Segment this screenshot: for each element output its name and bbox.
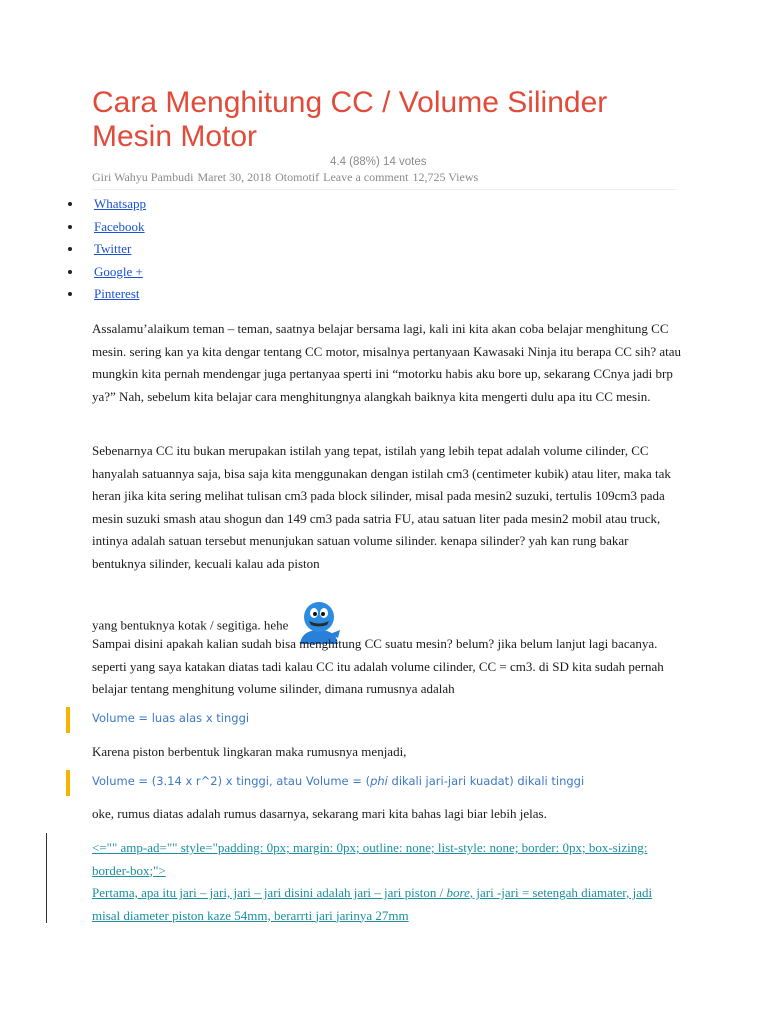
bullet-icon <box>68 270 72 274</box>
formula-part-a: Volume = (3.14 x r^2) x tinggi, atau Volume = ( <box>92 774 371 788</box>
shape-text: yang bentuknya kotak / segitiga. hehe <box>92 617 289 633</box>
link-line-radius-b[interactable]: , jari -jari = setengah diamater, jadi misal diameter piston kaze 54mm, berarrti jari jarinya 27mm <box>92 885 653 923</box>
bullet-icon <box>68 247 72 251</box>
body-paragraph-cc-definition: Sebenarnya CC itu bukan merupakan istilah yang tepat, istilah yang lebih tepat adalah volume cilinder, CC hanyalah satuannya saja, bisa saja kita menggunakan dengan istilah cm3 (centimeter kubik) atau liter, maka tak heran jika kita sering melihat tulisan cm3 pada block silinder, misal pada mesin2 suzuki, tertulis 109cm3 pada mesin suzuki smash atau shogun dan 149 cm3 pada satria FU, atau satuan liter pada mesin2 mobil atau truck, intinya adalah satuan tersebut menunjukan satuan volume silinder. kenapa silinder? yah kan rung bakar bentuknya silinder, kecuali kalau ada piston <box>92 443 671 571</box>
linked-text-block[interactable] <box>92 837 682 927</box>
formula-text: Volume = luas alas x tinggi <box>92 711 250 725</box>
article-title: Cara Menghitung CC / Volume Silinder Mesin Motor <box>92 86 608 153</box>
author-link[interactable]: Giri Wahyu Pambudi <box>92 170 194 184</box>
share-link-facebook[interactable]: Facebook <box>94 218 145 234</box>
share-link-twitter[interactable]: Twitter <box>94 241 132 256</box>
body-paragraph-piston: Karena piston berbentuk lingkaran maka rumusnya menjadi, <box>92 744 407 759</box>
formula-volume-circle <box>66 768 676 798</box>
quote-bar <box>66 770 70 796</box>
views-count: 12,725 Views <box>412 170 479 184</box>
comment-link[interactable]: Leave a comment <box>323 170 409 184</box>
post-meta <box>92 170 482 185</box>
formula-volume-basic <box>66 705 676 735</box>
share-link-google[interactable]: Google + <box>94 263 143 279</box>
intro-paragraph: Assalamu’alaikum teman – teman, saatnya belajar bersama lagi, kali ini kita akan coba belajar menghitung CC mesin. sering kan ya kita dengar tentang CC motor, misalnya pertanyaan Kawasaki Ninja itu berapa CC sih? atau mungkin kita pernah mendengar juga pertanyaa sperti ini “motorku habis aku bore up, sekarang CCnya jadi brp ya?” Nah, sebelum kita belajar cara menghitungnya alangkah baiknya kita mengerti dulu apa itu CC mesin. <box>92 321 682 404</box>
body-paragraph-explanation: oke, rumus diatas adalah rumus dasarnya, sekarang mari kita bahas lagi biar lebih jelas. <box>92 806 547 821</box>
share-link-pinterest[interactable]: Pinterest <box>94 286 140 301</box>
left-vertical-rule <box>46 833 47 923</box>
body-paragraph-formula-intro: Sampai disini apakah kalian sudah bisa menghitung CC suatu mesin? belum? jika belum lanjut lagi bacanya. seperti yang saya katakan diatas tadi kalau CC itu adalah volume cilinder, CC = cm3. di SD kita sudah pernah belajar tentang menghitung volume silinder, dimana rumusnya adalah <box>92 636 664 696</box>
quote-bar <box>66 707 70 733</box>
formula-text <box>92 774 584 788</box>
meta-divider <box>92 189 677 190</box>
link-line-amp-ad[interactable]: <="" amp-ad="" style="padding: 0px; margin: 0px; outline: none; list-style: none; border: 0px; box-sizing: border-box;"> <box>92 840 648 878</box>
link-line-radius-a[interactable]: Pertama, apa itu jari – jari, jari – jari disini adalah jari – jari piston / <box>92 885 447 900</box>
rating-text: 4.4 (88%) 14 votes <box>330 156 427 168</box>
bullet-icon <box>68 202 72 206</box>
formula-phi: phi <box>370 774 388 788</box>
link-line-bore[interactable]: bore <box>446 885 470 900</box>
formula-part-b: dikali jari-jari kuadat) dikali tinggi <box>387 774 585 788</box>
category-link[interactable]: Otomotif <box>275 170 320 184</box>
share-link-whatsapp[interactable]: Whatsapp <box>94 196 146 211</box>
bullet-icon <box>68 292 72 296</box>
bullet-icon <box>68 225 72 229</box>
post-date[interactable]: Maret 30, 2018 <box>197 170 272 184</box>
